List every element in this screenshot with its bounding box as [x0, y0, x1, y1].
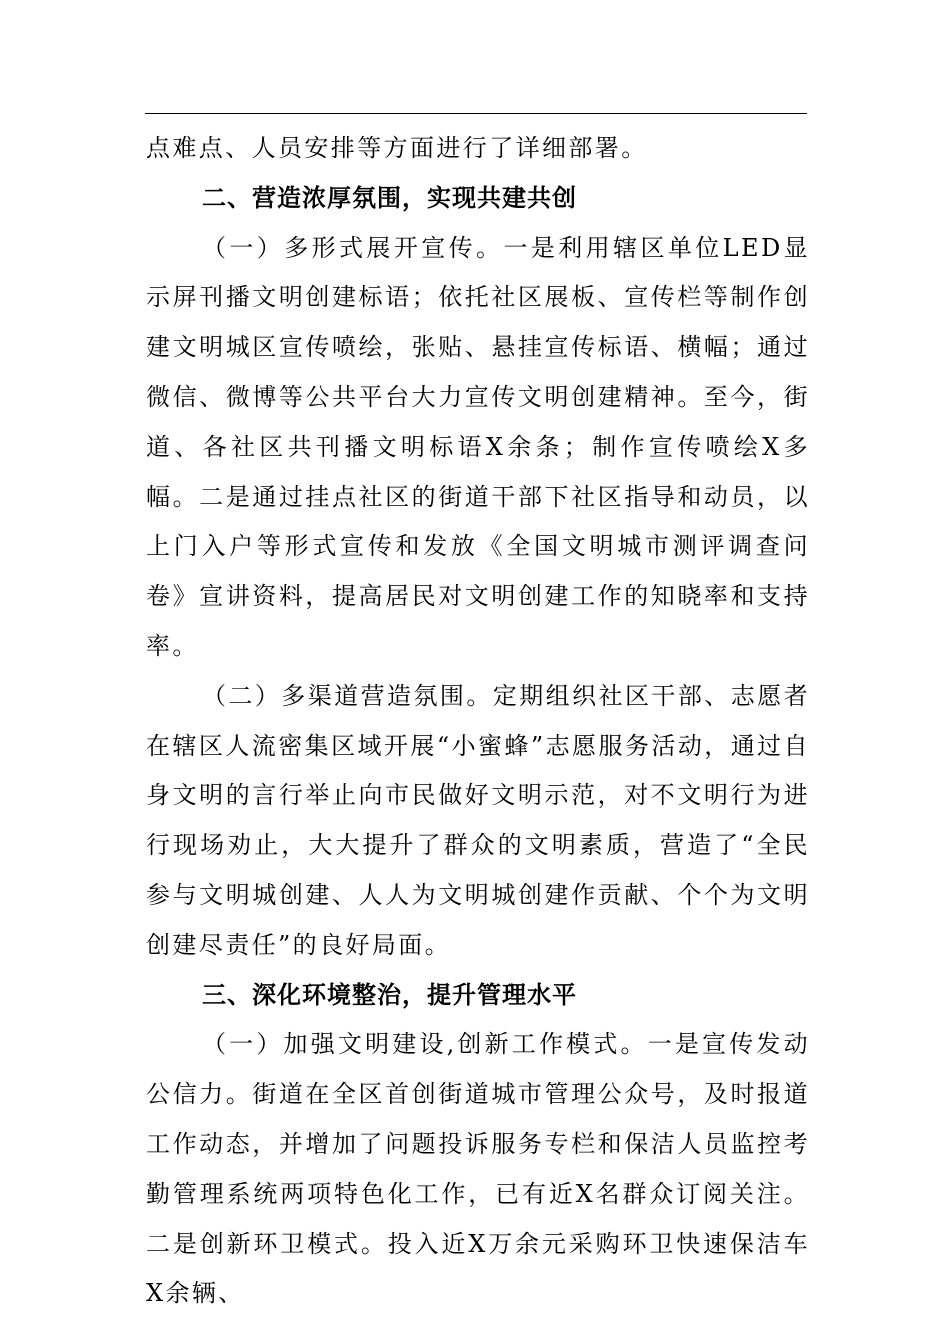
header-rule [145, 113, 807, 114]
paragraph-publicity: （一）多形式展开宣传。一是利用辖区单位LED显示屏刊播文明创建标语；依托社区展板、宣传栏等制作创建文明城区宣传喷绘，张贴、悬挂宣传标语、横幅；通过微信、微博等公共平台大力宣传文明创建精神。至今，街道、各社区共刊播文明标语X余条；制作宣传喷绘X多幅。二是通过挂点社区的街道干部下社区指导和动员，以上门入户等形式宣传和发放《全国文明城市测评调查问卷》宣讲资料，提高居民对文明创建工作的知晓率和支持率。 [146, 233, 810, 660]
paragraph-civilization-building: （一）加强文明建设,创新工作模式。一是宣传发动公信力。街道在全区首创街道城市管理公众号，及时报道工作动态，并增加了问题投诉服务专栏和保洁人员监控考勤管理系统两项特色化工作，已有近X名群众订阅关注。二是创新环卫模式。投入近X万余元采购环卫快速保洁车X余辆、 [146, 1030, 810, 1308]
section-heading-2: 二、营造浓厚氛围，实现共建共创 [202, 183, 577, 212]
paragraph-atmosphere: （二）多渠道营造氛围。定期组织社区干部、志愿者在辖区人流密集区域开展“小蜜蜂”志愿服务活动，通过自身文明的言行举止向市民做好文明示范，对不文明行为进行现场劝止，大大提升了群众的文明素质，营造了“全民参与文明城创建、人人为文明城创建作贡献、个个为文明创建尽责任”的良好局面。 [146, 681, 810, 959]
document-body [146, 124, 810, 1319]
paragraph-continuation: 点难点、人员安排等方面进行了详细部署。 [146, 134, 648, 162]
section-heading-3: 三、深化环境整治，提升管理水平 [202, 980, 577, 1009]
